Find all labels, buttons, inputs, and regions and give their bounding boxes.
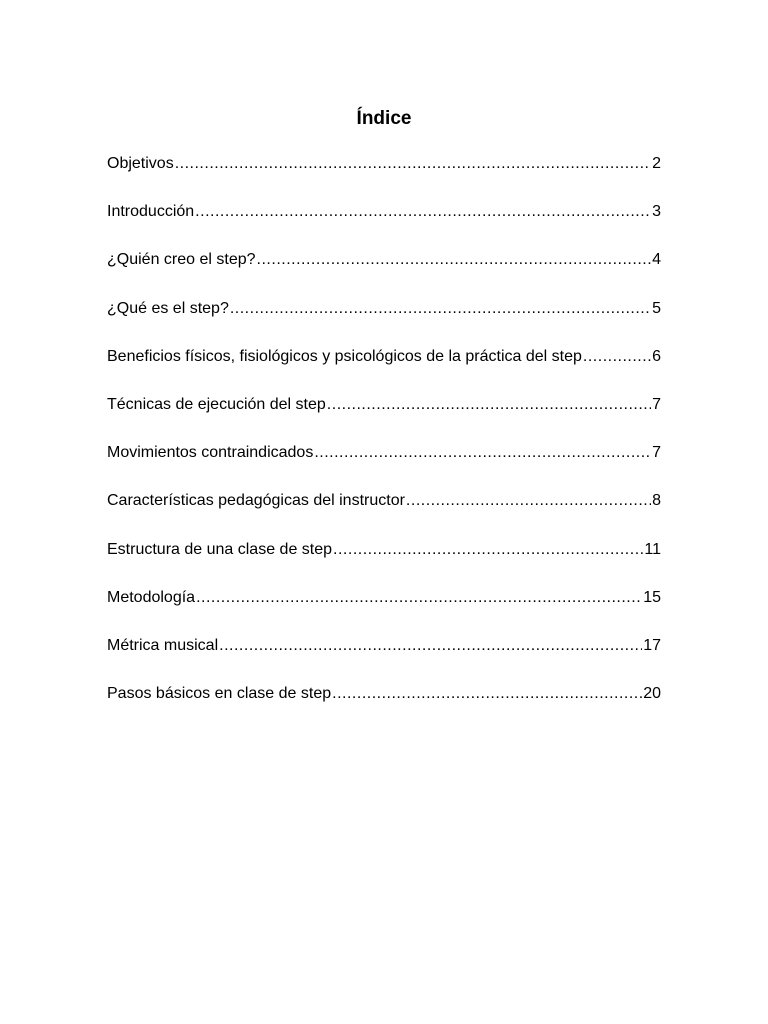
toc-entry-label: Estructura de una clase de step bbox=[107, 540, 333, 558]
toc-dot-leader bbox=[333, 538, 643, 562]
toc-entry-label: Introducción bbox=[107, 203, 195, 221]
toc-dot-leader bbox=[406, 489, 651, 513]
toc-dot-leader bbox=[195, 200, 651, 224]
toc-dot-leader bbox=[196, 586, 642, 610]
toc-page-number: 17 bbox=[643, 636, 661, 654]
toc-dot-leader bbox=[327, 393, 651, 417]
toc-dot-leader bbox=[314, 441, 651, 465]
toc-dot-leader bbox=[583, 345, 651, 369]
toc-dot-leader bbox=[257, 248, 652, 272]
toc-entry-que-es-el-step bbox=[107, 297, 661, 321]
toc-entry-tecnicas-de-ejecucion bbox=[107, 393, 661, 417]
toc-page-number: 8 bbox=[652, 492, 661, 510]
toc-page-number: 5 bbox=[652, 299, 661, 317]
toc-entry-pasos-basicos bbox=[107, 682, 661, 706]
toc-page-number: 6 bbox=[652, 347, 661, 365]
toc-entry-label: Metodología bbox=[107, 588, 196, 606]
toc-entry-label: ¿Quién creo el step? bbox=[107, 251, 256, 269]
toc-entry-label: Movimientos contraindicados bbox=[107, 444, 314, 462]
page-title: Índice bbox=[356, 108, 412, 129]
toc-page-number: 15 bbox=[643, 588, 661, 606]
toc-entry-metrica-musical bbox=[107, 634, 661, 658]
toc-dot-leader bbox=[219, 634, 642, 658]
toc-page-number: 7 bbox=[652, 395, 661, 413]
toc-entry-introduccion bbox=[107, 200, 661, 224]
toc-entry-label: Métrica musical bbox=[107, 636, 219, 654]
toc-page-number: 4 bbox=[652, 251, 661, 269]
toc-entry-metodologia bbox=[107, 586, 661, 610]
toc-page-number: 2 bbox=[652, 155, 661, 172]
toc-entry-label: Objetivos bbox=[107, 155, 174, 172]
toc-dot-leader bbox=[175, 152, 651, 176]
toc-entry-caracteristicas-pedagogicas bbox=[107, 489, 661, 513]
toc-page-number: 20 bbox=[643, 685, 661, 703]
toc-entry-beneficios bbox=[107, 345, 661, 369]
toc-dot-leader bbox=[230, 297, 651, 321]
toc-page-number: 3 bbox=[652, 203, 661, 221]
toc-entry-label: ¿Qué es el step? bbox=[107, 299, 229, 317]
toc-page-number: 7 bbox=[652, 444, 661, 462]
toc-entry-label: Beneficios físicos, fisiológicos y psicológicos de la práctica del step bbox=[107, 347, 582, 365]
toc-entry-movimientos-contraindicados bbox=[107, 441, 661, 465]
toc-entry-label: Técnicas de ejecución del step bbox=[107, 395, 326, 413]
toc-entry-objetivos bbox=[107, 152, 661, 176]
toc-page-number: 11 bbox=[644, 540, 661, 558]
toc-entry-estructura-de-una-clase bbox=[107, 538, 661, 562]
toc-entry-quien-creo-el-step bbox=[107, 248, 661, 272]
toc-entry-label: Características pedagógicas del instructor bbox=[107, 492, 405, 510]
toc-entry-label: Pasos básicos en clase de step bbox=[107, 685, 332, 703]
toc-dot-leader bbox=[332, 682, 642, 706]
table-of-contents bbox=[107, 152, 661, 730]
